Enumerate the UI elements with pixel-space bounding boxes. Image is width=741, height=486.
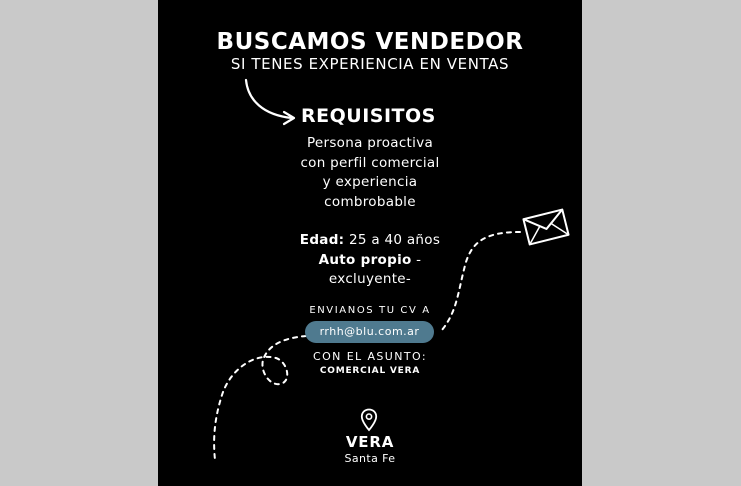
requirement-line: y experiencia [322,174,418,190]
car-note: excluyente- [328,271,412,287]
province-name: Santa Fe [344,452,396,465]
car-value: - [411,251,422,268]
car-line [258,251,482,271]
headline: BUSCAMOS VENDEDOR [216,29,524,55]
requirements-title: REQUISITOS [301,105,436,127]
city-name: VERA [345,433,395,451]
subheadline: SI TENES EXPERIENCIA EN VENTAS [230,55,510,73]
requirement-line: combrobable [324,193,416,210]
age-line [258,231,482,251]
send-cv-label: ENVIANOS TU CV A [309,305,431,316]
job-poster [158,0,582,486]
location-pin-icon [360,408,378,432]
subject-value: COMERCIAL VERA [319,366,421,376]
envelope-icon [522,208,570,246]
email-link[interactable]: rrhh@blu.com.ar [305,321,434,343]
details-block [258,231,482,290]
requirement-line: con perfil comercial [300,154,440,171]
car-label: Auto propio [318,251,412,268]
requirements-list [258,134,482,212]
age-label: Edad: [299,232,345,248]
requirement-line: Persona proactiva [306,135,434,151]
subject-label: CON EL ASUNTO: [313,350,427,363]
age-value: 25 a 40 años [344,232,441,248]
